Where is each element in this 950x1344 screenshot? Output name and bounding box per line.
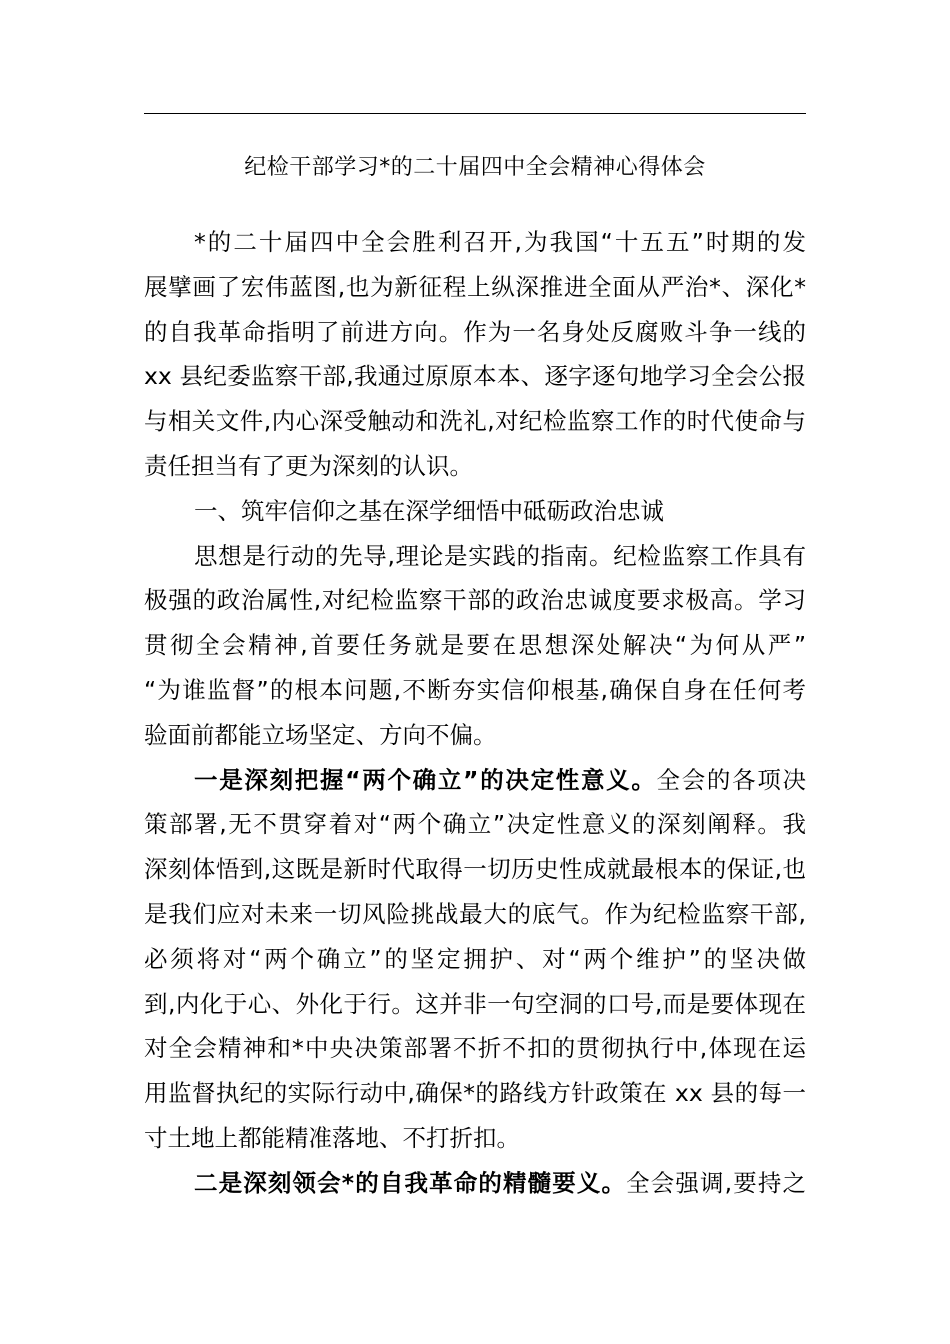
paragraph-line: 到,内化于心、外化于行。这并非一句空洞的口号,而是要体现在 bbox=[144, 989, 806, 1018]
paragraph-line: 寸土地上都能精准落地、不打折扣。 bbox=[144, 1123, 520, 1152]
paragraph-line: 是我们应对未来一切风险挑战最大的底气。作为纪检监察干部, bbox=[144, 899, 806, 928]
document-title: 纪检干部学习*的二十届四中全会精神心得体会 bbox=[244, 155, 706, 180]
paragraph-line: 用监督执纪的实际行动中,确保*的路线方针政策在 xx 县的每一 bbox=[144, 1079, 806, 1108]
paragraph-line: 策部署,无不贯穿着对“两个确立”决定性意义的深刻阐释。我 bbox=[144, 810, 806, 839]
paragraph-line: 的自我革命指明了前进方向。作为一名身处反腐败斗争一线的 bbox=[144, 317, 806, 346]
paragraph-line: xx 县纪委监察干部,我通过原原本本、逐字逐句地学习全会公报 bbox=[144, 362, 806, 391]
header-rule bbox=[144, 113, 806, 114]
paragraph-line: 必须将对“两个确立”的坚定拥护、对“两个维护”的坚决做 bbox=[144, 944, 806, 973]
bold-lead-phrase: 一是深刻把握“两个确立”的决定性意义。 bbox=[194, 765, 657, 794]
section-heading: 一、筑牢信仰之基在深学细悟中砥砺政治忠诚 bbox=[194, 496, 664, 525]
paragraph-line: 极强的政治属性,对纪检监察干部的政治忠诚度要求极高。学习 bbox=[144, 586, 806, 615]
paragraph-line: 思想是行动的先导,理论是实践的指南。纪检监察工作具有 bbox=[194, 541, 806, 570]
paragraph-line: “为谁监督”的根本问题,不断夯实信仰根基,确保自身在任何考 bbox=[144, 675, 806, 704]
paragraph-line: 贯彻全会精神,首要任务就是要在思想深处解决“为何从严” bbox=[144, 631, 806, 660]
paragraph-line: 对全会精神和*中央决策部署不折不扣的贯彻执行中,体现在运 bbox=[144, 1034, 806, 1063]
paragraph-line: 验面前都能立场坚定、方向不偏。 bbox=[144, 720, 497, 749]
paragraph-line: 深刻体悟到,这既是新时代取得一切历史性成就最根本的保证,也 bbox=[144, 855, 806, 884]
paragraph-line: 责任担当有了更为深刻的认识。 bbox=[144, 451, 473, 480]
paragraph-line: 与相关文件,内心深受触动和洗礼,对纪检监察工作的时代使命与 bbox=[144, 407, 806, 436]
paragraph-line: 展擘画了宏伟蓝图,也为新征程上纵深推进全面从严治*、深化* bbox=[144, 272, 806, 301]
bold-lead-phrase: 二是深刻领会*的自我革命的精髓要义。 bbox=[194, 1168, 627, 1197]
paragraph-line: 二是深刻领会*的自我革命的精髓要义。全会强调,要持之 bbox=[194, 1168, 806, 1197]
paragraph-line: *的二十届四中全会胜利召开,为我国“十五五”时期的发 bbox=[194, 228, 806, 256]
paragraph-line: 一是深刻把握“两个确立”的决定性意义。全会的各项决 bbox=[194, 765, 807, 794]
document-body bbox=[144, 220, 806, 1206]
